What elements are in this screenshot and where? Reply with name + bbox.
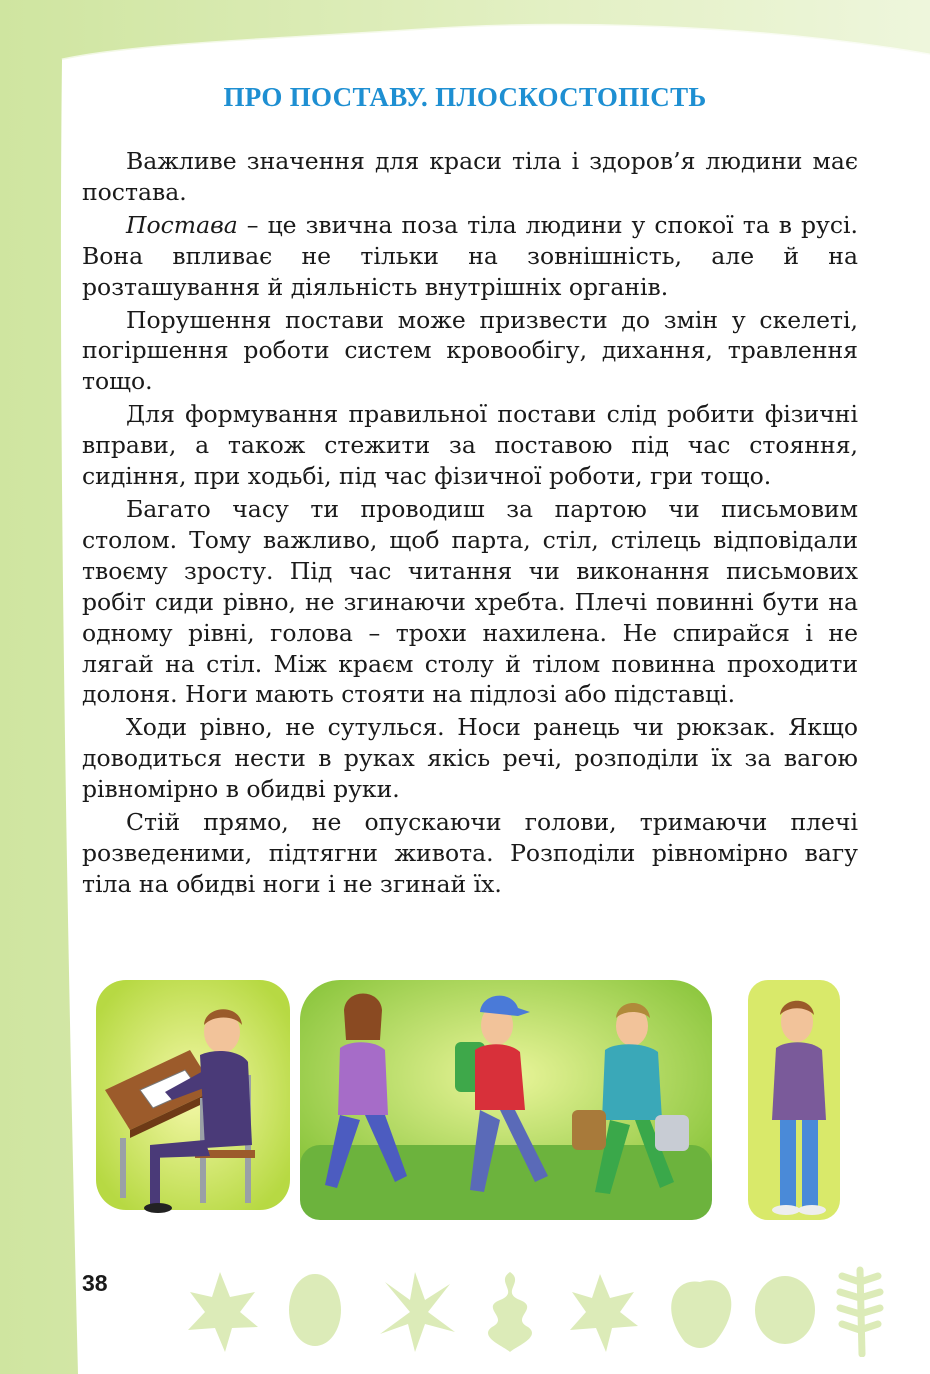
scene-standing — [748, 980, 840, 1220]
scene-walking — [300, 980, 712, 1220]
paragraph-5: Багато часу ти проводиш за партою чи письмовим столом. Тому важливо, щоб парта, стіл, стілець відповідали твоєму зросту. Під час читання чи виконання письмових робіт сиди рівно, не згинаючи хребта. Плечі повинні бути на одному рівні, голова – трохи нахилена. Не спирайся і не лягай на стіл. Між краєм столу й тілом повинна проходити долоня. Ноги мають стояти на підлозі або підставці. — [82, 494, 858, 709]
decorative-leaves — [170, 1262, 890, 1357]
round-leaf-icon — [755, 1276, 815, 1344]
oval-leaf-icon — [289, 1274, 341, 1346]
maple-leaf-icon — [188, 1272, 258, 1352]
page-title: ПРО ПОСТАВУ. ПЛОСКОСТОПІСТЬ — [223, 82, 707, 112]
paragraph-4: Для формування правильної постави слід робити фізичні вправи, а також стежити за поставою під час стояння, сидіння, при ходьбі, під час фізичної роботи, гри тощо. — [82, 400, 858, 491]
paragraph-6: Ходи рівно, не сутулься. Носи ранець чи рюкзак. Якщо доводиться нести в руках якісь речі, розподіли їх за вагою рівномірно в обидві руки. — [82, 713, 858, 804]
body-text — [82, 146, 858, 902]
paragraph-3: Порушення постави може призвести до змін у скелеті, погіршення роботи систем кровообігу, дихання, травлення тощо. — [82, 305, 858, 396]
rowan-leaf-icon — [840, 1270, 880, 1354]
paragraph-2-rest: – це звична поза тіла людини у спокої та в русі. Вона впливає не тільки на зовнішність, але й на розташування й діяльність внутрішніх органів. — [82, 210, 858, 301]
posture-illustration — [0, 970, 930, 1230]
scene-sitting-at-desk — [96, 980, 290, 1213]
chestnut-leaf-icon — [380, 1272, 455, 1352]
linden-leaf-icon — [671, 1280, 731, 1348]
term-postava: Постава — [126, 210, 238, 239]
page-number: 38 — [82, 1270, 108, 1296]
paragraph-1: Важливе значення для краси тіла і здоров’я людини має постава. — [82, 147, 858, 206]
oak-leaf-icon — [488, 1272, 532, 1352]
paragraph-7: Стій прямо, не опускаючи голови, тримаючи плечі розведеними, підтягни живота. Розподіли рівномірно вагу тіла на обидві ноги і не згинай їх. — [82, 808, 858, 898]
paragraph-2 — [82, 210, 858, 303]
maple-leaf-icon-2 — [570, 1274, 638, 1352]
